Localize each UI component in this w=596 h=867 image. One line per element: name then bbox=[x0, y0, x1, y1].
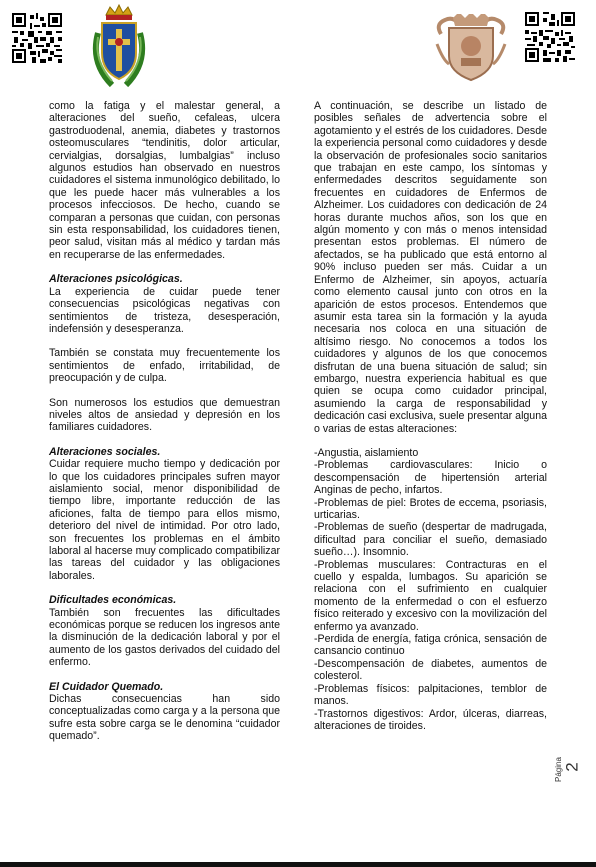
qr-code-icon bbox=[12, 13, 62, 63]
heading-alteraciones-psicologicas: Alteraciones psicológicas. bbox=[49, 273, 183, 286]
list-item: -Problemas cardiovasculares: Inicio o descompensación de hipertensión arterial Anginas de pecho, infartos. bbox=[314, 459, 547, 497]
right-column bbox=[314, 100, 547, 732]
psico-paragraph-1: La experiencia de cuidar puede tener consecuencias psicológicas negativas con sentimientos de tristeza, desesperación, indefensión y desesperanza. bbox=[49, 285, 280, 335]
quemado-paragraph: Dichas consecuencias han sido conceptualizadas como carga y a la persona que sufre esta sobre carga se le denomina “cuidador quemado”. bbox=[49, 693, 280, 743]
heading-dificultades-economicas: Dificultades económicas. bbox=[49, 594, 177, 607]
right-intro-paragraph: A continuación, se describe un listado de posibles señales de advertencia sobre el agotamiento y el estrés de los cuidadores. Desde la experiencia personal como cuidadores y desde la observación de profesionales socio sanitarios que trabajan en este campo, los síntomas y enfermedades descritos seguidamente son frecuentes en cuidadores de Enfermos de Alzheimer. Los cuidadores con dedicación de 24 horas durante muchos años, son los que en algún momento y con más o menos intensidad presentan estos problemas. El número de afectados, se ha publicado que está entorno al 90% incluso pueden ser más. Cuidar a un Enfermo de Alzheimer, sin apoyos, actuaría como elemento causal junto con otros en la aparición de estos procesos. Entendemos que asumir esta tarea sin la formación y la ayuda necesaria nos coloca en una situación de altísimo riesgo. No conocemos a todos los cuidadores y algunos de los que conocemos disfrutan de una buena situación de salud; sin embargo, nuestra experiencia habitual es que quien se ocupa como cuidador principal, asumiendo la carga de responsabilidad y dedicación casi exclusiva, suele presentar alguna o varias de estas alteraciones: bbox=[314, 100, 547, 435]
list-item: -Problemas físicos: palpitaciones, temblor de manos. bbox=[314, 682, 547, 708]
qr-code-right[interactable] bbox=[525, 12, 575, 62]
qr-code-left[interactable] bbox=[12, 13, 62, 63]
shield-icon bbox=[88, 3, 150, 89]
footer-divider bbox=[0, 862, 596, 867]
brotherhood-shield-emblem bbox=[88, 3, 150, 89]
heading-alteraciones-sociales: Alteraciones sociales. bbox=[49, 445, 161, 458]
qr-code-icon bbox=[525, 12, 575, 62]
page-number bbox=[554, 752, 590, 812]
list-item: -Descompensación de diabetes, aumentos de colesterol. bbox=[314, 657, 547, 683]
list-item: -Perdida de energía, fatiga crónica, sensación de cansancio continuo bbox=[314, 633, 547, 658]
list-item: -Trastornos digestivos: Ardor, úlceras, diarreas, alteraciones de tiroides. bbox=[314, 707, 547, 732]
list-item: -Angustia, aislamiento bbox=[314, 446, 419, 459]
page-word: Página bbox=[554, 757, 563, 782]
page-number-value: 2 bbox=[562, 762, 582, 772]
econ-paragraph: También son frecuentes las dificultades económicas porque se reducen los ingresos ante la disminución de la dedicación laboral y por el aumento de los gastos derivados del cuidado del enfermo. bbox=[49, 606, 280, 669]
social-paragraph: Cuidar requiere mucho tiempo y dedicación por lo que los cuidadores principales sufren mayor aislamiento social, menor disponibilidad de tiempo libre, importante reducción de las aficiones, falta de tiempo para ellos mismo, deterioro del nivel de intimidad. Por otro lado, son frecuentes los problemas en el ámbito laboral al hacerse muy complicado compatibilizar las tareas del cuidador y las obligaciones laborales. bbox=[49, 458, 280, 582]
list-item: -Problemas de sueño (despertar de madrugada, dificultad para conciliar el sueño, demasiado sueño…). Insomnio. bbox=[314, 521, 547, 559]
list-item: -Problemas de piel: Brotes de eccema, psoriasis, urticarias. bbox=[314, 496, 547, 521]
psico-paragraph-2: También se constata muy frecuentemente los sentimientos de enfado, irritabilidad, de preocupación y de culpa. bbox=[49, 347, 280, 385]
city-coat-of-arms bbox=[431, 14, 511, 82]
coat-of-arms-icon bbox=[431, 14, 511, 82]
psico-paragraph-3: Son numerosos los estudios que demuestran niveles altos de ansiedad y depresión en los familiares cuidadores. bbox=[49, 396, 280, 434]
left-column bbox=[49, 100, 280, 743]
list-item: -Problemas musculares: Contracturas en el cuello y espalda, lumbagos. Su aparición se relaciona con el sufrimiento en cualquier momento de la enfermedad o con el esfuerzo físico reiterado y excesivo con la movilización del enfermo ya avanzado. bbox=[314, 558, 547, 633]
symptom-list bbox=[314, 447, 547, 732]
left-intro-paragraph: como la fatiga y el malestar general, a alteraciones del sueño, cefaleas, ulcera gastroduodenal, anemia, diabetes y trastornos osteomusculares “tendinitis, dolor articular, cervialgias, dorsalgias, lumbalgias” incluso algunos estudios han observado en nuestros cuidadores el sistema inmunológico debilitado, lo que les puede hacer más vulnerables a los procesos infecciosos. De hecho, cuando se comparan a personas que cuidan, con personas sin esta responsabilidad, los cuidadores tienen, peor salud, visitan más al médico y tardan más en recuperarse de las enfermedades. bbox=[49, 100, 280, 261]
heading-cuidador-quemado: El Cuidador Quemado. bbox=[49, 680, 164, 693]
